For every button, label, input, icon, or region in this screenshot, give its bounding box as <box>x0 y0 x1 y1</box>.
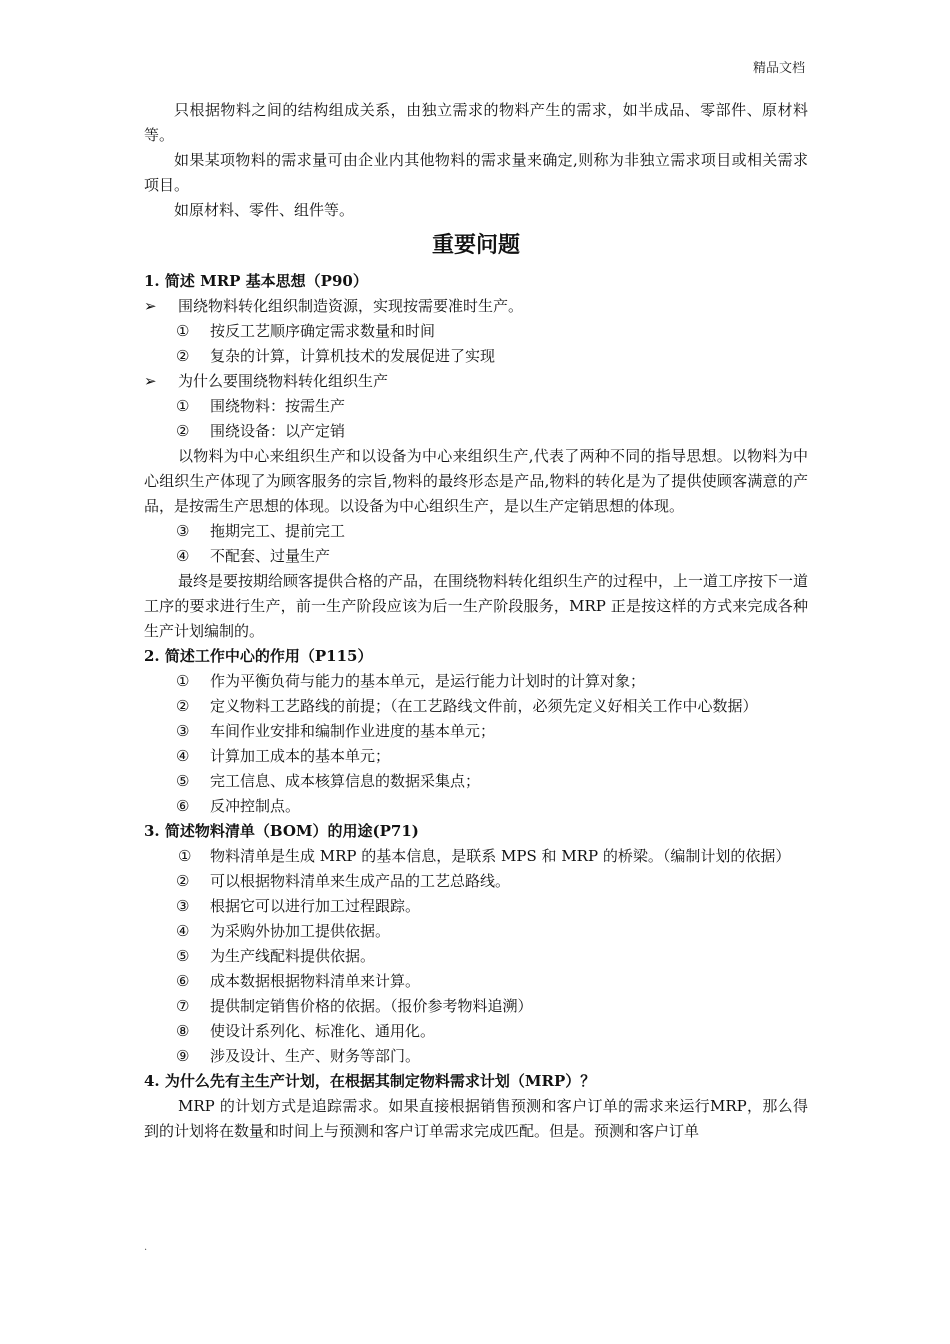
item-text: 围绕设备：以产定销 <box>210 422 346 440</box>
list-item <box>144 1044 808 1069</box>
list-item <box>144 994 808 1019</box>
list-item <box>144 344 808 369</box>
question-3-heading: 3. 简述物料清单（BOM）的用途(P71) <box>144 822 419 840</box>
list-item <box>144 669 808 694</box>
document-body <box>144 98 808 1144</box>
item-marker: ⑥ <box>176 797 190 815</box>
intro-paragraph-1: 只根据物料之间的结构组成关系，由独立需求的物料产生的需求，如半成品、零部件、原材料等。 <box>144 101 808 144</box>
item-marker: ④ <box>176 747 190 765</box>
item-text: 成本数据根据物料清单来计算。 <box>210 972 421 990</box>
item-text: 可以根据物料清单来生成产品的工艺总路线。 <box>210 872 511 890</box>
bullet-text: 围绕物料转化组织制造资源，实现按需要准时生产。 <box>178 297 524 315</box>
item-text: 提供制定销售价格的依据。（报价参考物料追溯） <box>210 997 533 1015</box>
list-item <box>144 319 808 344</box>
item-text: 计算加工成本的基本单元； <box>210 747 391 765</box>
item-text: 复杂的计算，计算机技术的发展促进了实现 <box>210 347 496 365</box>
page-header: 精品文档 <box>752 61 805 76</box>
item-text: 为采购外协加工提供依据。 <box>210 922 391 940</box>
item-marker: ③ <box>176 522 190 540</box>
list-item <box>144 394 808 419</box>
list-item <box>144 419 808 444</box>
item-marker: ⑤ <box>176 947 190 965</box>
list-item <box>144 944 808 969</box>
item-marker: ① <box>176 397 190 415</box>
item-text: 反冲控制点。 <box>210 797 301 815</box>
item-marker: ⑨ <box>176 1047 190 1065</box>
item-marker: ⑥ <box>176 972 190 990</box>
item-marker: ② <box>176 872 190 890</box>
item-text: 按反工艺顺序确定需求数量和时间 <box>210 322 436 340</box>
item-text: 拖期完工、提前完工 <box>210 522 346 540</box>
list-item <box>144 694 808 719</box>
item-text: 不配套、过量生产 <box>210 547 331 565</box>
item-text: 围绕物料：按需生产 <box>210 397 346 415</box>
item-marker: ④ <box>176 922 190 940</box>
list-item <box>144 969 808 994</box>
item-text: 涉及设计、生产、财务等部门。 <box>210 1047 421 1065</box>
bullet-text: 为什么要围绕物料转化组织生产 <box>178 372 389 390</box>
item-marker: ② <box>176 422 190 440</box>
item-text: 定义物料工艺路线的前提；（在工艺路线文件前，必须先定义好相关工作中心数据） <box>210 697 758 715</box>
list-item <box>144 544 808 569</box>
list-item <box>144 719 808 744</box>
item-marker: ① <box>178 847 192 865</box>
section-title: 重要问题 <box>431 232 520 258</box>
list-item <box>144 744 808 769</box>
q4-paragraph: MRP 的计划方式是追踪需求。如果直接根据销售预测和客户订单的需求来运行MRP，那么得到的计划将在数量和时间上与预测和客户订单需求完成匹配。但是。预测和客户订单 <box>144 1097 808 1140</box>
footer-dot: . <box>144 1242 148 1253</box>
item-marker: ⑧ <box>176 1022 190 1040</box>
bullet-item <box>144 294 808 319</box>
list-item <box>144 894 808 919</box>
question-4-heading: 4. 为什么先有主生产计划，在根据其制定物料需求计划（MRP）？ <box>144 1072 596 1090</box>
item-text: 使设计系列化、标准化、通用化。 <box>210 1022 436 1040</box>
item-marker: ③ <box>176 722 190 740</box>
intro-paragraph-2: 如果某项物料的需求量可由企业内其他物料的需求量来确定,则称为非独立需求项目或相关需求项目。 <box>144 151 808 194</box>
item-marker: ⑤ <box>176 772 190 790</box>
item-marker: ④ <box>176 547 190 565</box>
item-marker: ② <box>176 347 190 365</box>
q1-paragraph-2: 最终是要按期给顾客提供合格的产品，在围绕物料转化组织生产的过程中，上一道工序按下一道工序的要求进行生产，前一生产阶段应该为后一生产阶段服务，MRP 正是按这样的方式来完成各种生产计划编制的。 <box>144 572 809 640</box>
question-1-heading: 1. 简述 MRP 基本思想（P90） <box>144 272 368 290</box>
item-text: 物料清单是生成 MRP 的基本信息，是联系 MPS 和 MRP 的桥梁。（编制计划的依据） <box>210 847 791 865</box>
question-2-heading: 2. 简述工作中心的作用（P115） <box>144 647 373 665</box>
item-text: 作为平衡负荷与能力的基本单元，是运行能力计划时的计算对象； <box>210 672 646 690</box>
item-text: 完工信息、成本核算信息的数据采集点； <box>210 772 481 790</box>
arrow-bullet-icon: ➢ <box>144 372 157 390</box>
item-marker: ① <box>176 322 190 340</box>
item-marker: ⑦ <box>176 997 190 1015</box>
intro-paragraph-3: 如原材料、零件、组件等。 <box>174 201 355 219</box>
item-text: 车间作业安排和编制作业进度的基本单元； <box>210 722 496 740</box>
item-marker: ① <box>176 672 190 690</box>
list-item <box>144 844 808 869</box>
item-text: 为生产线配料提供依据。 <box>210 947 376 965</box>
item-marker: ② <box>176 697 190 715</box>
bullet-item <box>144 369 808 394</box>
q1-paragraph-1: 以物料为中心来组织生产和以设备为中心来组织生产,代表了两种不同的指导思想。以物料为中心组织生产体现了为顾客服务的宗旨,物料的最终形态是产品,物料的转化是为了提供使顾客满意的产品，是按需生产思想的体现。以设备为中心组织生产，是以生产定销思想的体现。 <box>144 447 808 515</box>
list-item <box>144 794 808 819</box>
list-item <box>144 1019 808 1044</box>
item-text: 根据它可以进行加工过程跟踪。 <box>210 897 421 915</box>
list-item <box>144 519 808 544</box>
arrow-bullet-icon: ➢ <box>144 297 157 315</box>
list-item <box>144 919 808 944</box>
list-item <box>144 769 808 794</box>
list-item <box>144 869 808 894</box>
item-marker: ③ <box>176 897 190 915</box>
